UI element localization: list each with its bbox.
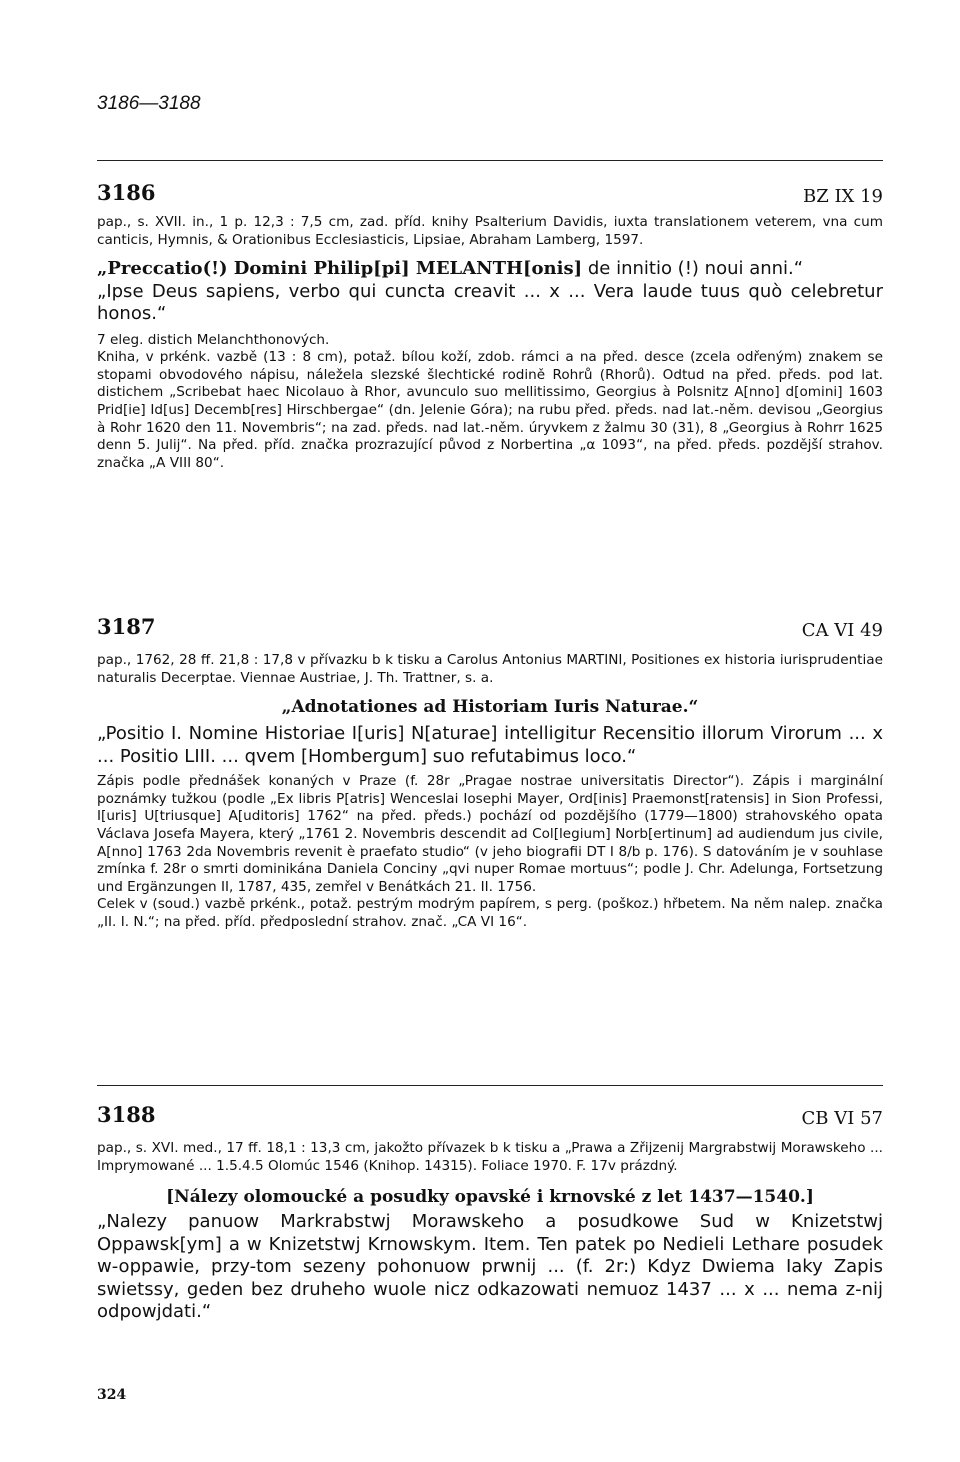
entry-incipit: „Ipse Deus sapiens, verbo qui cuncta creavit ... x ... Vera laude tuus quò celebretur honos.“ (97, 280, 883, 325)
divider-rule (97, 1085, 883, 1086)
entry-note: 7 eleg. distich Melanchthonových. (97, 331, 330, 348)
entry-header (97, 614, 883, 648)
entry-3188 (97, 1102, 883, 1324)
shelf-mark: CB VI 57 (801, 1108, 883, 1129)
heading-rest: de innitio (!) noui anni.“ (582, 258, 804, 280)
entry-number: 3187 (97, 614, 156, 639)
entry-number: 3188 (97, 1102, 156, 1127)
entry-note: Kniha, v prkénk. vazbě (13 : 8 cm), potaž. bílou koží, zdob. rámci a na před. desce (zcela odřeným) znakem se stopami obvodového nápisu, náležela slezské šlechtické rodině Rohrů (Rhorů). Odtud na před. předs. pod lat. distichem „Scribebat haec Nicolauo à Rhor, avunculo suo mellitissimo, Georgius à Polsnitz A[nno] d[omini] 1603 Prid[ie] Id[us] Decemb[res] Hirschbergae“ (dn. Jelenie Góra); na rubu před. předs. nad lat.-něm. devisou „Georgius à Rohr 1620 den 11. Novembris“; na zad. předs. nad lat.-něm. úryvkem z žalmu 30 (31), 8 „Georgius à Rohrr 1625 denn 5. Julij“. Na před. příd. značka prozrazující původ z Norbertina „α 1093“, na před. předs. pozdější strahov. značka „A VIII 80“. (97, 349, 883, 471)
page-number: 324 (97, 1387, 127, 1403)
divider-rule (97, 160, 883, 161)
entry-header (97, 180, 883, 214)
entry-header (97, 1102, 883, 1136)
entry-number: 3186 (97, 180, 156, 205)
entry-incipit: „Positio I. Nomine Historiae I[uris] N[aturae] intelligitur Recensitio illorum Virorum ... x ... Positio LIII. ... qvem [Hombergum] suo refutabimus loco.“ (97, 723, 883, 767)
entry-description: pap., s. XVII. in., 1 p. 12,3 : 7,5 cm, zad. příd. knihy Psalterium Davidis, iuxta translationem veterem, vna cum canticis, Hymnis, & Orationibus Ecclesiasticis, Lipsiae, Abraham Lamberg, 1597. (97, 214, 883, 248)
entry-note: Celek v (soud.) vazbě prkénk., potaž. pestrým modrým papírem, s perg. (poškoz.) hřbetem. Na něm nalep. značka „II. I. N.“; na před. příd. předposlední strahov. znač. „CA VI 16“. (97, 896, 883, 930)
shelf-mark: BZ IX 19 (802, 186, 883, 207)
entry-3187 (97, 614, 883, 932)
running-head: 3186—3188 (97, 93, 201, 114)
entry-description: pap., s. XVI. med., 17 ff. 18,1 : 13,3 cm, jakožto přívazek b k tisku a „Prawa a Zřijzenij Margrabstwij Morawskeho ... Imprymowané ... 1.5.4.5 Olomúc 1546 (Knihop. 14315). Foliace 1970. F. 17v prázdný. (97, 1140, 883, 1174)
heading-bold: „Preccatio(!) Domini Philip[pi] MELANTH[onis] (97, 258, 583, 280)
entry-title: [Nálezy olomoucké a posudky opavské i krnovské z let 1437—1540.] (166, 1187, 814, 1208)
entry-description: pap., 1762, 28 ff. 21,8 : 17,8 v přívazku b k tisku a Carolus Antonius MARTINI, Positiones ex historia iurisprudentiae naturalis Decerptae. Viennae Austriae, J. Th. Trattner, s. a. (97, 652, 883, 686)
entry-incipit: „Nalezy panuow Markrabstwj Morawskeho a posudkowe Sud w Knizetstwj Oppawsk[ym] a w Knizetstwj Krnowskym. Item. Ten patek po Nedieli Lethare posudek w-oppawie, przy-tom sezeny pohonuow prwnij ... (f. 2r:) Kdyz Dwiema Iaky Zapis swietssy, geden bez druheho wuole nicz odkazowati nemuoz 1437 ... x ... nema z-nij odpowjdati.“ (97, 1211, 883, 1323)
entry-heading (97, 258, 883, 281)
shelf-mark: CA VI 49 (801, 620, 883, 641)
entry-title: „Adnotationes ad Historiam Iuris Naturae.“ (281, 697, 699, 718)
entry-3186 (97, 180, 883, 472)
entry-note: Zápis podle přednášek konaných v Praze (f. 28r „Pragae nostrae universitatis Director“). Zápis i marginální poznámky tužkou (podle „Ex libris P[atris] Wenceslai Iosephi Mayer, Ord[inis] Praemonst[ratensis] in Sion Professi, I[uris] U[triusque] A[uditoris] 1762“ na před. předs.) pochází od pozdějšího (1779—1800) strahovského opata Václava Josefa Mayera, který „1761 2. Novembris descendit ad Col[legium] Norb[ertinum] ad audiendum jus civile, A[nno] 1763 2da Novembris revenit è praefato studio“ (v jeho biografii DT I 8/b p. 176). S datováním je v souhlase zmínka f. 28r o smrti dominikána Daniela Conciny „qvi nuper Romae mortuus“; podle J. Chr. Adelunga, Fortsetzung und Ergänzungen II, 1787, 435, zemřel v Benátkách 21. II. 1756. (97, 773, 883, 895)
